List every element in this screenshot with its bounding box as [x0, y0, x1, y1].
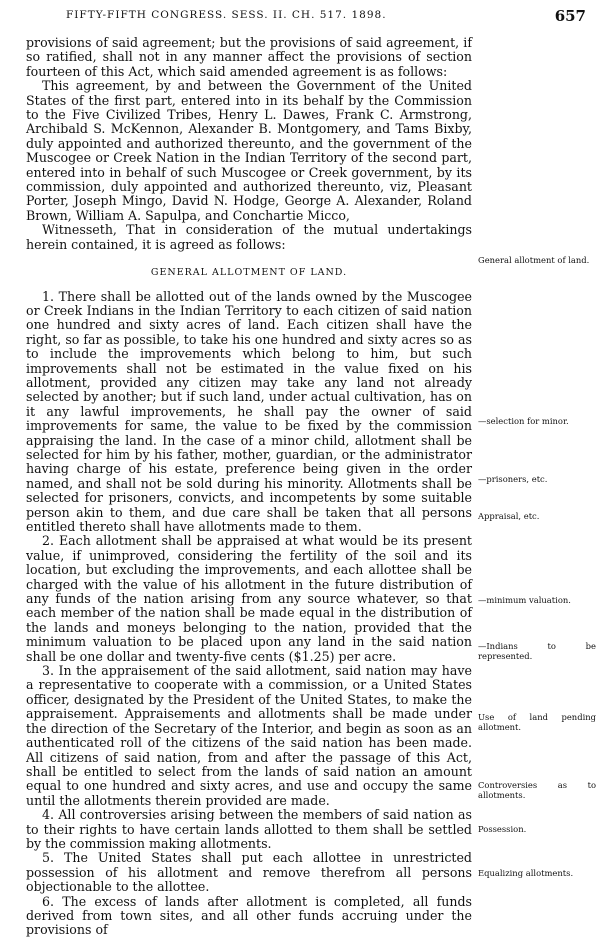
margin-note-controversies: Controversies as to allotments. — [478, 780, 596, 800]
margin-note-use-of-land: Use of land pending allotment. — [478, 712, 596, 732]
margin-note-appraisal: Appraisal, etc. — [478, 511, 540, 521]
paragraph-section-1: 1. There shall be allotted out of the lands owned by the Muscogee or Creek Indians in the Indian Territory to each citizen of said nation one hundred and sixty acres of land. Each citizen shall have the right, so far as possible, to take his one hundred and sixty acres so as to include the improvements which belong to him, but such improvements shall not be estimated in the value fixed on his allotment, provided any citizen may take any land not already selected by another; but if such land, under actual cultivation, has on it any lawful improvements, he shall pay the owner of said improvements for same, the value to be fixed by the commission appraising the land. In the case of a minor child, allotment shall be selected for him by his father, mother, guardian, or the administrator having charge of his estate, preference being given in the order named, and shall not be sold during his minority. Allotments shall be selected for prisoners, convicts, and incompetents by some suitable person akin to them, and due care shall be taken that all persons entitled thereto shall have allotments made to them. — [26, 288, 472, 534]
paragraph-section-5: 5. The United States shall put each allottee in unrestricted possession of his allotment and remove therefrom all persons objectionable to the allottee. — [26, 850, 472, 895]
paragraph-section-2: 2. Each allotment shall be appraised at what would be its present value, if unimproved, considering the fertility of the soil and its location, but excluding the improvements, and each allottee shall be charged with the value of his allotment in the future distribution of any funds of the nation arising from any source whatever, so that each member of the nation shall be made equal in the distribution of the lands and moneys belonging to the nation, provided that the minimum valuation to be placed upon any land in the said nation shall be one dollar and twenty-five cents ($1.25) per acre. — [26, 533, 472, 664]
paragraph-section-4: 4. All controversies arising between the members of said nation as to their rights to have certain lands allotted to them shall be settled by the commission making allotments. — [26, 807, 472, 851]
margin-note-minimum-valuation: —minimum valuation. — [478, 595, 571, 605]
paragraph-agreement-parties: This agreement, by and between the Government of the United States of the first part, entered into in its behalf by the Commission to the Five Civilized Tribes, Henry L. Dawes, Frank C. Armstrong, Archibald S. McKennon, Alexander B. Montgomery, and Tams Bixby, duly appointed and authorized thereunto, and the government of the Muscogee or Creek Nation in the Indian Territory of the second part, entered into in behalf of such Muscogee or Creek government, by its commission, duly appointed and authorized thereunto, viz, Pleasant Porter, Joseph Mingo, David N. Hodge, George A. Alexander, Roland Brown, William A. Sapulpa, and Conchartie Micco, — [26, 78, 472, 223]
paragraph-witnesseth: Witnesseth, That in consideration of the mutual undertakings herein contained, it is agreed as follows: — [26, 222, 472, 252]
page-number: 657 — [554, 7, 586, 25]
margin-note-possession: Possession. — [478, 824, 527, 834]
margin-note-prisoners: —prisoners, etc. — [478, 474, 548, 484]
margin-note-selection-minor: —selection for minor. — [478, 416, 569, 426]
margin-note-general-allotment: General allotment of land. — [478, 255, 590, 265]
paragraph-continuation: provisions of said agreement; but the provisions of said agreement, if so ratified, shall not in any manner affect the provisions of section fourteen of this Act, which said amended agreement is as follows: — [26, 35, 472, 79]
paragraph-section-3: 3. In the appraisement of the said allotment, said nation may have a representative to cooperate with a commission, or a United States officer, designated by the President of the United States, to make the appraisement. Appraisements and allotments shall be made under the direction of the Secretary of the Interior, and begin as soon as an authenticated roll of the citizens of the said nation has been made. All citizens of said nation, from and after the passage of this Act, shall be entitled to select from the lands of said nation an amount equal to one hundred and sixty acres, and use and occupy the same until the allotments therein provided are made. — [26, 663, 472, 808]
margin-note-equalizing: Equalizing allotments. — [478, 868, 574, 878]
paragraph-section-6: 6. The excess of lands after allotment is completed, all funds derived from town sites, and all other funds accruing under the provisions of — [26, 893, 472, 938]
running-title: FIFTY-FIFTH CONGRESS. SESS. II. CH. 517. 1898. — [66, 9, 387, 21]
body-text — [26, 36, 472, 938]
margin-note-indians-represented: —Indians to be represented. — [478, 641, 596, 661]
section-heading: GENERAL ALLOTMENT OF LAND. — [150, 267, 348, 279]
running-header — [38, 8, 586, 26]
